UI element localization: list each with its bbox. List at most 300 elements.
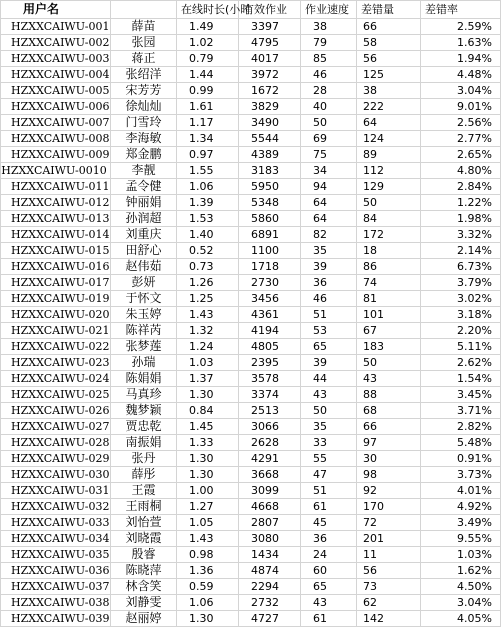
cell-valid-jobs[interactable]: 2294 — [239, 579, 301, 595]
cell-job-speed[interactable]: 47 — [301, 467, 357, 483]
cell-valid-jobs[interactable]: 4194 — [239, 323, 301, 339]
cell-error-rate[interactable]: 3.04% — [421, 595, 501, 611]
cell-online-hours[interactable]: 1.49 — [177, 19, 239, 35]
cell-job-speed[interactable]: 43 — [301, 595, 357, 611]
cell-name[interactable]: 孙润超 — [111, 211, 177, 227]
cell-error-count[interactable]: 64 — [357, 115, 421, 131]
cell-error-count[interactable]: 11 — [357, 547, 421, 563]
cell-error-count[interactable]: 86 — [357, 259, 421, 275]
cell-error-rate[interactable]: 3.18% — [421, 307, 501, 323]
cell-job-speed[interactable]: 34 — [301, 163, 357, 179]
cell-valid-jobs[interactable]: 2628 — [239, 435, 301, 451]
cell-error-rate[interactable]: 2.84% — [421, 179, 501, 195]
cell-online-hours[interactable]: 1.26 — [177, 275, 239, 291]
cell-valid-jobs[interactable]: 2395 — [239, 355, 301, 371]
cell-username[interactable]: HZXXCAIWU-008 — [1, 131, 111, 147]
cell-name[interactable]: 陈娟娟 — [111, 371, 177, 387]
cell-error-rate[interactable]: 4.05% — [421, 611, 501, 627]
cell-valid-jobs[interactable]: 5544 — [239, 131, 301, 147]
cell-name[interactable]: 陈晓萍 — [111, 563, 177, 579]
cell-job-speed[interactable]: 51 — [301, 483, 357, 499]
cell-name[interactable]: 魏梦颖 — [111, 403, 177, 419]
table-row — [1, 211, 501, 227]
cell-name[interactable]: 陈祥芮 — [111, 323, 177, 339]
cell-error-rate[interactable]: 4.80% — [421, 163, 501, 179]
table-row — [1, 115, 501, 131]
cell-name[interactable]: 张丹 — [111, 451, 177, 467]
cell-name[interactable]: 赵伟茹 — [111, 259, 177, 275]
cell-error-rate[interactable]: 4.48% — [421, 67, 501, 83]
cell-name[interactable]: 薛彤 — [111, 467, 177, 483]
cell-valid-jobs[interactable]: 1672 — [239, 83, 301, 99]
cell-online-hours[interactable]: 1.05 — [177, 515, 239, 531]
header-error-rate[interactable]: 差错率 — [421, 1, 501, 19]
cell-job-speed[interactable]: 46 — [301, 67, 357, 83]
table-row — [1, 307, 501, 323]
cell-error-rate[interactable]: 2.77% — [421, 131, 501, 147]
table-row — [1, 499, 501, 515]
cell-username[interactable]: HZXXCAIWU-022 — [1, 339, 111, 355]
cell-online-hours[interactable]: 1.34 — [177, 131, 239, 147]
cell-online-hours[interactable]: 1.36 — [177, 563, 239, 579]
cell-username[interactable]: HZXXCAIWU-002 — [1, 35, 111, 51]
cell-error-count[interactable]: 73 — [357, 579, 421, 595]
cell-valid-jobs[interactable]: 4874 — [239, 563, 301, 579]
cell-error-rate[interactable]: 3.04% — [421, 83, 501, 99]
cell-job-speed[interactable]: 43 — [301, 387, 357, 403]
cell-error-count[interactable]: 84 — [357, 211, 421, 227]
header-job-speed[interactable]: 作业速度 — [301, 1, 357, 19]
cell-username[interactable]: HZXXCAIWU-020 — [1, 307, 111, 323]
cell-online-hours[interactable]: 1.30 — [177, 611, 239, 627]
cell-error-count[interactable]: 125 — [357, 67, 421, 83]
table-row — [1, 163, 501, 179]
cell-valid-jobs[interactable]: 5348 — [239, 195, 301, 211]
table-row — [1, 611, 501, 627]
cell-online-hours[interactable]: 1.53 — [177, 211, 239, 227]
cell-online-hours[interactable]: 1.25 — [177, 291, 239, 307]
cell-username[interactable]: HZXXCAIWU-039 — [1, 611, 111, 627]
cell-online-hours[interactable]: 1.24 — [177, 339, 239, 355]
cell-username[interactable]: HZXXCAIWU-035 — [1, 547, 111, 563]
cell-error-count[interactable]: 30 — [357, 451, 421, 467]
cell-job-speed[interactable]: 55 — [301, 451, 357, 467]
cell-error-rate[interactable]: 2.65% — [421, 147, 501, 163]
cell-error-count[interactable]: 97 — [357, 435, 421, 451]
cell-username[interactable]: HZXXCAIWU-031 — [1, 483, 111, 499]
cell-online-hours[interactable]: 1.32 — [177, 323, 239, 339]
cell-job-speed[interactable]: 94 — [301, 179, 357, 195]
cell-error-rate[interactable]: 4.01% — [421, 483, 501, 499]
cell-username[interactable]: HZXXCAIWU-001 — [1, 19, 111, 35]
cell-valid-jobs[interactable]: 2807 — [239, 515, 301, 531]
cell-job-speed[interactable]: 75 — [301, 147, 357, 163]
cell-username[interactable]: HZXXCAIWU-017 — [1, 275, 111, 291]
cell-valid-jobs[interactable]: 3397 — [239, 19, 301, 35]
cell-online-hours[interactable]: 1.37 — [177, 371, 239, 387]
cell-valid-jobs[interactable]: 5860 — [239, 211, 301, 227]
cell-error-count[interactable]: 72 — [357, 515, 421, 531]
header-username[interactable]: 用户名 — [1, 1, 111, 19]
cell-valid-jobs[interactable]: 3456 — [239, 291, 301, 307]
cell-error-count[interactable]: 74 — [357, 275, 421, 291]
cell-username[interactable]: HZXXCAIWU-032 — [1, 499, 111, 515]
cell-error-rate[interactable]: 2.59% — [421, 19, 501, 35]
cell-name[interactable]: 李靓 — [111, 163, 177, 179]
cell-error-count[interactable]: 62 — [357, 595, 421, 611]
cell-name[interactable]: 于怀文 — [111, 291, 177, 307]
cell-online-hours[interactable]: 0.73 — [177, 259, 239, 275]
cell-error-rate[interactable]: 6.73% — [421, 259, 501, 275]
cell-valid-jobs[interactable]: 4727 — [239, 611, 301, 627]
cell-name[interactable]: 孟令健 — [111, 179, 177, 195]
cell-job-speed[interactable]: 35 — [301, 243, 357, 259]
cell-valid-jobs[interactable]: 5950 — [239, 179, 301, 195]
table-row — [1, 387, 501, 403]
cell-name[interactable]: 刘静雯 — [111, 595, 177, 611]
cell-online-hours[interactable]: 1.55 — [177, 163, 239, 179]
cell-username[interactable]: HZXXCAIWU-013 — [1, 211, 111, 227]
cell-job-speed[interactable]: 85 — [301, 51, 357, 67]
cell-job-speed[interactable]: 40 — [301, 99, 357, 115]
cell-error-rate[interactable]: 3.73% — [421, 467, 501, 483]
cell-valid-jobs[interactable]: 1434 — [239, 547, 301, 563]
header-name[interactable] — [111, 1, 177, 19]
cell-username[interactable]: HZXXCAIWU-012 — [1, 195, 111, 211]
cell-name[interactable]: 南振娟 — [111, 435, 177, 451]
cell-valid-jobs[interactable]: 6891 — [239, 227, 301, 243]
cell-error-rate[interactable]: 2.14% — [421, 243, 501, 259]
cell-online-hours[interactable]: 0.97 — [177, 147, 239, 163]
table-row — [1, 483, 501, 499]
table-row — [1, 51, 501, 67]
table-row — [1, 563, 501, 579]
cell-name[interactable]: 林含笑 — [111, 579, 177, 595]
cell-valid-jobs[interactable]: 1718 — [239, 259, 301, 275]
cell-valid-jobs[interactable]: 4017 — [239, 51, 301, 67]
cell-username[interactable]: HZXXCAIWU-007 — [1, 115, 111, 131]
cell-valid-jobs[interactable]: 4795 — [239, 35, 301, 51]
cell-name[interactable]: 钟丽娟 — [111, 195, 177, 211]
cell-valid-jobs[interactable]: 2513 — [239, 403, 301, 419]
cell-error-count[interactable]: 170 — [357, 499, 421, 515]
cell-username[interactable]: HZXXCAIWU-025 — [1, 387, 111, 403]
cell-online-hours[interactable]: 0.98 — [177, 547, 239, 563]
cell-job-speed[interactable]: 24 — [301, 547, 357, 563]
cell-error-rate[interactable]: 2.82% — [421, 419, 501, 435]
cell-error-rate[interactable]: 3.02% — [421, 291, 501, 307]
cell-job-speed[interactable]: 35 — [301, 419, 357, 435]
cell-job-speed[interactable]: 45 — [301, 515, 357, 531]
cell-online-hours[interactable]: 1.06 — [177, 595, 239, 611]
cell-online-hours[interactable]: 1.30 — [177, 467, 239, 483]
cell-error-rate[interactable]: 9.01% — [421, 99, 501, 115]
cell-job-speed[interactable]: 65 — [301, 339, 357, 355]
cell-valid-jobs[interactable]: 3578 — [239, 371, 301, 387]
cell-username[interactable]: HZXXCAIWU-037 — [1, 579, 111, 595]
cell-online-hours[interactable]: 0.84 — [177, 403, 239, 419]
cell-username[interactable]: HZXXCAIWU-030 — [1, 467, 111, 483]
cell-error-count[interactable]: 67 — [357, 323, 421, 339]
cell-username[interactable]: HZXXCAIWU-038 — [1, 595, 111, 611]
cell-job-speed[interactable]: 46 — [301, 291, 357, 307]
cell-name[interactable]: 张园 — [111, 35, 177, 51]
cell-valid-jobs[interactable]: 2732 — [239, 595, 301, 611]
cell-error-count[interactable]: 43 — [357, 371, 421, 387]
cell-name[interactable]: 贾忠乾 — [111, 419, 177, 435]
cell-name[interactable]: 马真珍 — [111, 387, 177, 403]
cell-name[interactable]: 门雪玲 — [111, 115, 177, 131]
cell-error-count[interactable]: 56 — [357, 563, 421, 579]
cell-job-speed[interactable]: 51 — [301, 307, 357, 323]
cell-job-speed[interactable]: 38 — [301, 19, 357, 35]
table-row — [1, 131, 501, 147]
cell-online-hours[interactable]: 1.27 — [177, 499, 239, 515]
cell-error-rate[interactable]: 5.48% — [421, 435, 501, 451]
table-row — [1, 451, 501, 467]
cell-job-speed[interactable]: 69 — [301, 131, 357, 147]
cell-valid-jobs[interactable]: 3829 — [239, 99, 301, 115]
cell-error-count[interactable]: 81 — [357, 291, 421, 307]
cell-online-hours[interactable]: 1.33 — [177, 435, 239, 451]
cell-username[interactable]: HZXXCAIWU-028 — [1, 435, 111, 451]
header-online-hours[interactable]: 在线时长(小时 — [177, 1, 239, 19]
cell-online-hours[interactable]: 1.45 — [177, 419, 239, 435]
cell-online-hours[interactable]: 1.40 — [177, 227, 239, 243]
cell-valid-jobs[interactable]: 3183 — [239, 163, 301, 179]
cell-error-count[interactable]: 66 — [357, 19, 421, 35]
cell-job-speed[interactable]: 36 — [301, 531, 357, 547]
cell-error-rate[interactable]: 3.71% — [421, 403, 501, 419]
cell-error-count[interactable]: 58 — [357, 35, 421, 51]
cell-username[interactable]: HZXXCAIWU-026 — [1, 403, 111, 419]
cell-error-count[interactable]: 56 — [357, 51, 421, 67]
cell-error-rate[interactable]: 3.32% — [421, 227, 501, 243]
cell-name[interactable]: 蒋正 — [111, 51, 177, 67]
cell-name[interactable]: 殷睿 — [111, 547, 177, 563]
cell-error-rate[interactable]: 2.56% — [421, 115, 501, 131]
cell-error-count[interactable]: 38 — [357, 83, 421, 99]
cell-online-hours[interactable]: 1.30 — [177, 387, 239, 403]
cell-username[interactable]: HZXXCAIWU-014 — [1, 227, 111, 243]
cell-error-count[interactable]: 88 — [357, 387, 421, 403]
cell-error-rate[interactable]: 5.11% — [421, 339, 501, 355]
cell-error-rate[interactable]: 3.45% — [421, 387, 501, 403]
cell-valid-jobs[interactable]: 3374 — [239, 387, 301, 403]
cell-error-count[interactable]: 92 — [357, 483, 421, 499]
cell-username[interactable]: HZXXCAIWU-003 — [1, 51, 111, 67]
cell-online-hours[interactable]: 1.03 — [177, 355, 239, 371]
cell-valid-jobs[interactable]: 3066 — [239, 419, 301, 435]
cell-valid-jobs[interactable]: 2730 — [239, 275, 301, 291]
table-row — [1, 419, 501, 435]
cell-online-hours[interactable]: 1.30 — [177, 451, 239, 467]
cell-job-speed[interactable]: 82 — [301, 227, 357, 243]
cell-username[interactable]: HZXXCAIWU-011 — [1, 179, 111, 195]
table-row — [1, 355, 501, 371]
cell-job-speed[interactable]: 39 — [301, 259, 357, 275]
cell-error-count[interactable]: 50 — [357, 355, 421, 371]
cell-error-rate[interactable]: 4.92% — [421, 499, 501, 515]
cell-job-speed[interactable]: 61 — [301, 499, 357, 515]
cell-name[interactable]: 郑金鹏 — [111, 147, 177, 163]
cell-online-hours[interactable]: 1.39 — [177, 195, 239, 211]
cell-job-speed[interactable]: 39 — [301, 355, 357, 371]
cell-username[interactable]: HZXXCAIWU-016 — [1, 259, 111, 275]
cell-error-count[interactable]: 112 — [357, 163, 421, 179]
cell-error-count[interactable]: 98 — [357, 467, 421, 483]
cell-online-hours[interactable]: 1.02 — [177, 35, 239, 51]
cell-username[interactable]: HZXXCAIWU-006 — [1, 99, 111, 115]
cell-error-rate[interactable]: 1.98% — [421, 211, 501, 227]
cell-job-speed[interactable]: 65 — [301, 579, 357, 595]
cell-error-count[interactable]: 142 — [357, 611, 421, 627]
cell-error-count[interactable]: 183 — [357, 339, 421, 355]
cell-username[interactable]: HZXXCAIWU-029 — [1, 451, 111, 467]
cell-online-hours[interactable]: 0.99 — [177, 83, 239, 99]
cell-valid-jobs[interactable]: 3080 — [239, 531, 301, 547]
cell-error-count[interactable]: 50 — [357, 195, 421, 211]
cell-username[interactable]: HZXXCAIWU-009 — [1, 147, 111, 163]
cell-error-count[interactable]: 18 — [357, 243, 421, 259]
cell-online-hours[interactable]: 0.79 — [177, 51, 239, 67]
cell-online-hours[interactable]: 0.59 — [177, 579, 239, 595]
cell-name[interactable]: 宋芳芳 — [111, 83, 177, 99]
cell-valid-jobs[interactable]: 4361 — [239, 307, 301, 323]
table-row — [1, 547, 501, 563]
cell-username[interactable]: HZXXCAIWU-024 — [1, 371, 111, 387]
table-row — [1, 579, 501, 595]
cell-error-rate[interactable]: 1.22% — [421, 195, 501, 211]
cell-job-speed[interactable]: 50 — [301, 115, 357, 131]
table-row — [1, 339, 501, 355]
cell-online-hours[interactable]: 1.06 — [177, 179, 239, 195]
header-valid-jobs[interactable]: 有效作业 — [239, 1, 301, 19]
table-row — [1, 371, 501, 387]
cell-error-rate[interactable]: 3.79% — [421, 275, 501, 291]
cell-error-count[interactable]: 89 — [357, 147, 421, 163]
cell-error-rate[interactable]: 9.55% — [421, 531, 501, 547]
cell-job-speed[interactable]: 60 — [301, 563, 357, 579]
cell-error-count[interactable]: 201 — [357, 531, 421, 547]
cell-online-hours[interactable]: 1.43 — [177, 531, 239, 547]
header-error-count[interactable]: 差错量 — [357, 1, 421, 19]
cell-username[interactable]: HZXXCAIWU-033 — [1, 515, 111, 531]
cell-username[interactable]: HZXXCAIWU-023 — [1, 355, 111, 371]
cell-username[interactable]: HZXXCAIWU-019 — [1, 291, 111, 307]
cell-error-count[interactable]: 172 — [357, 227, 421, 243]
cell-valid-jobs[interactable]: 1100 — [239, 243, 301, 259]
cell-name[interactable]: 李海敏 — [111, 131, 177, 147]
cell-valid-jobs[interactable]: 4668 — [239, 499, 301, 515]
cell-job-speed[interactable]: 50 — [301, 403, 357, 419]
cell-job-speed[interactable]: 33 — [301, 435, 357, 451]
cell-name[interactable]: 刘怡萱 — [111, 515, 177, 531]
cell-online-hours[interactable]: 1.61 — [177, 99, 239, 115]
table-row — [1, 515, 501, 531]
cell-error-rate[interactable]: 1.94% — [421, 51, 501, 67]
cell-valid-jobs[interactable]: 4389 — [239, 147, 301, 163]
cell-error-rate[interactable]: 1.62% — [421, 563, 501, 579]
cell-job-speed[interactable]: 53 — [301, 323, 357, 339]
cell-username[interactable]: HZXXCAIWU-027 — [1, 419, 111, 435]
cell-error-count[interactable]: 129 — [357, 179, 421, 195]
cell-error-count[interactable]: 101 — [357, 307, 421, 323]
cell-online-hours[interactable]: 1.44 — [177, 67, 239, 83]
cell-valid-jobs[interactable]: 4805 — [239, 339, 301, 355]
cell-name[interactable]: 刘晓霞 — [111, 531, 177, 547]
cell-name[interactable]: 王霞 — [111, 483, 177, 499]
cell-username[interactable]: HZXXCAIWU-015 — [1, 243, 111, 259]
table-row — [1, 531, 501, 547]
cell-name[interactable]: 张梦莲 — [111, 339, 177, 355]
cell-job-speed[interactable]: 64 — [301, 195, 357, 211]
cell-name[interactable]: 田舒心 — [111, 243, 177, 259]
cell-online-hours[interactable]: 1.43 — [177, 307, 239, 323]
cell-error-rate[interactable]: 2.20% — [421, 323, 501, 339]
cell-name[interactable]: 刘重庆 — [111, 227, 177, 243]
cell-job-speed[interactable]: 79 — [301, 35, 357, 51]
cell-username[interactable]: HZXXCAIWU-005 — [1, 83, 111, 99]
table-row — [1, 467, 501, 483]
table-row — [1, 227, 501, 243]
cell-error-rate[interactable]: 1.63% — [421, 35, 501, 51]
cell-error-rate[interactable]: 3.49% — [421, 515, 501, 531]
cell-username[interactable]: HZXXCAIWU-034 — [1, 531, 111, 547]
cell-name[interactable]: 赵丽婷 — [111, 611, 177, 627]
table-row — [1, 83, 501, 99]
table-row — [1, 291, 501, 307]
cell-error-count[interactable]: 222 — [357, 99, 421, 115]
cell-name[interactable]: 薛苗 — [111, 19, 177, 35]
cell-name[interactable]: 朱玉婷 — [111, 307, 177, 323]
cell-error-rate[interactable]: 1.54% — [421, 371, 501, 387]
cell-error-rate[interactable]: 2.62% — [421, 355, 501, 371]
table-row — [1, 99, 501, 115]
cell-name[interactable]: 孙瑞 — [111, 355, 177, 371]
cell-name[interactable]: 张绍洋 — [111, 67, 177, 83]
cell-valid-jobs[interactable]: 3972 — [239, 67, 301, 83]
cell-valid-jobs[interactable]: 3668 — [239, 467, 301, 483]
cell-username[interactable]: HZXXCAIWU-021 — [1, 323, 111, 339]
cell-error-rate[interactable]: 0.91% — [421, 451, 501, 467]
cell-username[interactable]: HZXXCAIWU-004 — [1, 67, 111, 83]
cell-error-rate[interactable]: 1.03% — [421, 547, 501, 563]
cell-error-count[interactable]: 66 — [357, 419, 421, 435]
cell-online-hours[interactable]: 1.17 — [177, 115, 239, 131]
cell-job-speed[interactable]: 64 — [301, 211, 357, 227]
cell-online-hours[interactable]: 0.52 — [177, 243, 239, 259]
cell-name[interactable]: 彭妍 — [111, 275, 177, 291]
cell-job-speed[interactable]: 61 — [301, 611, 357, 627]
cell-username[interactable]: HZXXCAIWU-0010 — [1, 163, 111, 179]
table-row — [1, 275, 501, 291]
cell-username[interactable]: HZXXCAIWU-036 — [1, 563, 111, 579]
table-row — [1, 147, 501, 163]
cell-name[interactable]: 徐灿灿 — [111, 99, 177, 115]
cell-valid-jobs[interactable]: 3490 — [239, 115, 301, 131]
cell-job-speed[interactable]: 28 — [301, 83, 357, 99]
cell-job-speed[interactable]: 44 — [301, 371, 357, 387]
cell-job-speed[interactable]: 36 — [301, 275, 357, 291]
cell-error-rate[interactable]: 4.50% — [421, 579, 501, 595]
cell-name[interactable]: 王雨桐 — [111, 499, 177, 515]
cell-valid-jobs[interactable]: 4291 — [239, 451, 301, 467]
cell-online-hours[interactable]: 1.00 — [177, 483, 239, 499]
cell-error-count[interactable]: 124 — [357, 131, 421, 147]
cell-error-count[interactable]: 68 — [357, 403, 421, 419]
cell-valid-jobs[interactable]: 3099 — [239, 483, 301, 499]
